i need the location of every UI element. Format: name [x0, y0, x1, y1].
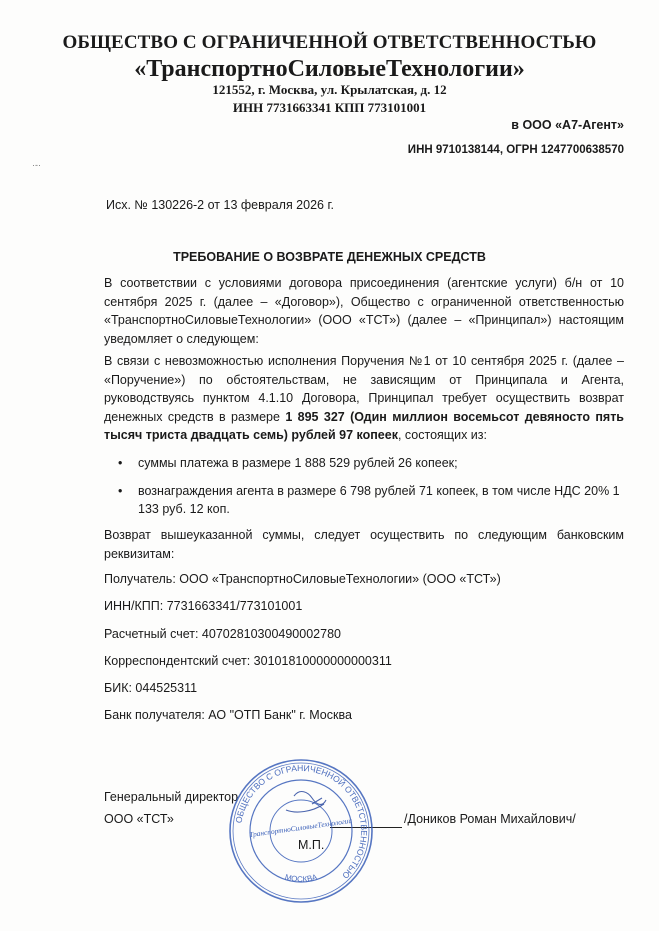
bank-recipient: Получатель: ООО «ТранспортноСиловыеТехнологии» (ООО «ТСТ»)	[104, 572, 501, 586]
seal-mark-label: М.П.	[298, 838, 325, 852]
demand-amount: 1 895 327 (Один миллион восемьсот девяносто пять тысяч триста двадцать семь) рублей 97 копеек	[104, 409, 624, 442]
bank-name: Банк получателя: АО "ОТП Банк" г. Москва	[104, 708, 352, 722]
company-header-name: «ТранспортноСиловыеТехнологии»	[134, 56, 525, 82]
seal-center-text: ТранспортноСиловыеТехнологии	[248, 815, 353, 840]
scan-speck: ·‑·	[32, 160, 41, 170]
company-header-line1: ОБЩЕСТВО С ОГРАНИЧЕННОЙ ОТВЕТСТВЕННОСТЬЮ	[62, 32, 597, 53]
seal-outer-text: ОБЩЕСТВО С ОГРАНИЧЕННОЙ ОТВЕТСТВЕННОСТЬЮ	[233, 762, 370, 881]
bank-account: Расчетный счет: 40702810300490002780	[104, 627, 341, 641]
recipient-ids: ИНН 9710138144, ОГРН 1247700638570	[407, 144, 624, 156]
reference-number: Исх. № 130226-2 от 13 февраля 2026 г.	[106, 198, 334, 212]
company-inn-kpp: ИНН 7731663341 КПП 773101001	[232, 100, 427, 115]
demand-text-before: В связи с невозможностью исполнения Поручения №1 от 10 сентября 2025 г. (далее – «Поручение») по обстоятельствам, не зависящим от Принципала и Агента, руководствуясь пунктом 4.1.10 Договора, Принципал требует осуществить возврат денежных средств в размере	[104, 354, 624, 424]
bank-inn-kpp: ИНН/КПП: 7731663341/773101001	[104, 599, 303, 613]
signatory-name: /Доников Роман Михайлович/	[404, 812, 576, 826]
demand-text-after: , состоящих из:	[397, 428, 487, 442]
signatory-position: Генеральный директор	[104, 790, 239, 804]
paragraph-intro: В соответствии с условиями договора присоединения (агентские услуги) б/н от 10 сентября 2025 г. (далее – «Договор»), Общество с ограниченной ответственностью «ТранспортноСиловыеТехнологии» (ООО «ТСТ») (далее – «Принципал») настоящим уведомляет о следующем:	[104, 276, 624, 346]
paragraph-bank-intro: Возврат вышеуказанной суммы, следует осуществить по следующим банковским реквизитам:	[104, 528, 624, 561]
amount-breakdown-list	[118, 454, 628, 528]
bank-corr-account: Корреспондентский счет: 30101810000000000311	[104, 654, 392, 668]
bank-bik: БИК: 044525311	[104, 681, 198, 695]
paragraph-demand	[104, 352, 624, 445]
company-address: 121552, г. Москва, ул. Крылатская, д. 12	[212, 82, 447, 97]
list-item: • вознаграждения агента в размере 6 798 рублей 71 копеек, в том числе НДС 20% 1 133 руб. 12 коп.	[118, 482, 628, 519]
recipient-name: в ООО «А7-Агент»	[511, 118, 624, 132]
seal-bottom-text: МОСКВА	[283, 872, 319, 884]
company-seal	[228, 758, 374, 904]
document-title: ТРЕБОВАНИЕ О ВОЗВРАТЕ ДЕНЕЖНЫХ СРЕДСТВ	[173, 250, 486, 264]
signatory-company: ООО «ТСТ»	[104, 812, 174, 826]
list-item: • суммы платежа в размере 1 888 529 рублей 26 копеек;	[118, 454, 628, 473]
